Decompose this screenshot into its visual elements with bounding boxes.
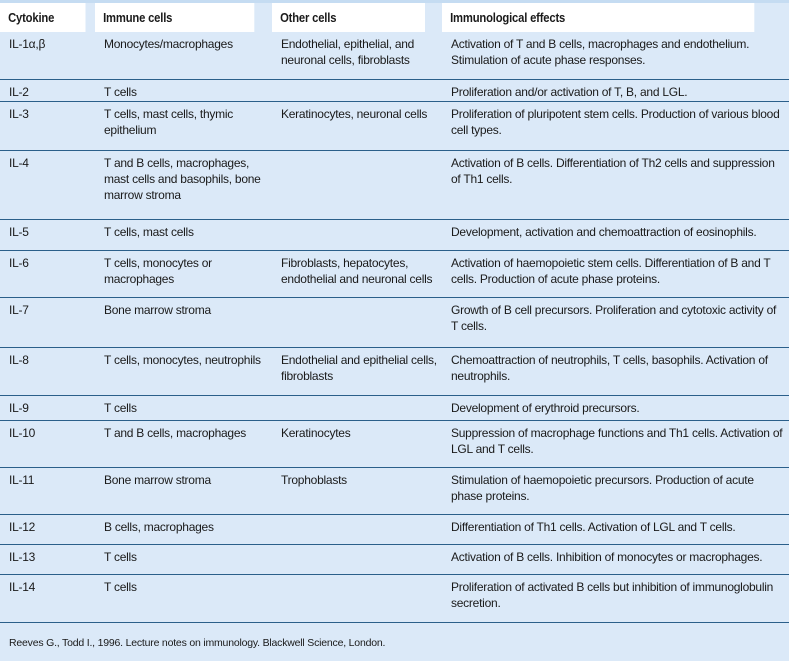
table-row <box>0 297 789 347</box>
cell-other: Trophoblasts <box>272 467 442 514</box>
cell-other <box>272 395 442 420</box>
cell-immune: T cells, mast cells <box>95 219 272 250</box>
cell-effects: Suppression of macrophage functions and Th1 cells. Activation of LGL and T cells. <box>442 420 789 467</box>
table-row <box>0 467 789 514</box>
cell-cytokine: IL-13 <box>0 544 95 574</box>
table-row <box>0 150 789 219</box>
cytokine-table <box>0 3 789 622</box>
cell-cytokine: IL-3 <box>0 101 95 150</box>
cell-other: Endothelial, epithelial, and neuronal cells, fibroblasts <box>272 32 442 79</box>
cell-cytokine: IL-5 <box>0 219 95 250</box>
cell-other: Keratinocytes <box>272 420 442 467</box>
table-row <box>0 79 789 101</box>
cell-immune: Bone marrow stroma <box>95 467 272 514</box>
header-immune-cells: Immune cells <box>95 3 254 32</box>
cell-cytokine: IL-6 <box>0 250 95 297</box>
cell-immune: T and B cells, macrophages, mast cells and basophils, bone marrow stroma <box>95 150 272 219</box>
cell-cytokine: IL-8 <box>0 347 95 395</box>
table-row <box>0 544 789 574</box>
cell-other <box>272 544 442 574</box>
cell-effects: Activation of haemopoietic stem cells. Differentiation of B and T cells. Production of acute phase proteins. <box>442 250 789 297</box>
citation: Reeves G., Todd I., 1996. Lecture notes on immunology. Blackwell Science, London. <box>9 637 386 649</box>
cell-effects: Activation of B cells. Differentiation of Th2 cells and suppression of Th1 cells. <box>442 150 789 219</box>
table-row <box>0 514 789 544</box>
table-body <box>0 32 789 622</box>
cell-other <box>272 150 442 219</box>
table-row <box>0 347 789 395</box>
cell-effects: Activation of B cells. Inhibition of monocytes or macrophages. <box>442 544 789 574</box>
cell-immune: T cells, monocytes or macrophages <box>95 250 272 297</box>
table-row <box>0 32 789 79</box>
cell-other <box>272 79 442 101</box>
cell-immune: T cells <box>95 544 272 574</box>
cell-effects: Growth of B cell precursors. Proliferation and cytotoxic activity of T cells. <box>442 297 789 347</box>
cell-cytokine: IL-7 <box>0 297 95 347</box>
cell-other <box>272 219 442 250</box>
table-header-row <box>0 3 789 32</box>
cell-effects: Activation of T and B cells, macrophages and endothelium. Stimulation of acute phase responses. <box>442 32 789 79</box>
cell-effects: Development of erythroid precursors. <box>442 395 789 420</box>
table-row <box>0 101 789 150</box>
cell-effects: Proliferation and/or activation of T, B, and LGL. <box>442 79 789 101</box>
footer <box>0 622 789 661</box>
cell-effects: Chemoattraction of neutrophils, T cells, basophils. Activation of neutrophils. <box>442 347 789 395</box>
cell-cytokine: IL-11 <box>0 467 95 514</box>
header-cytokine: Cytokine <box>0 3 86 32</box>
cell-immune: T cells <box>95 79 272 101</box>
cell-other <box>272 514 442 544</box>
table-row <box>0 420 789 467</box>
cell-other <box>272 297 442 347</box>
cell-other: Keratinocytes, neuronal cells <box>272 101 442 150</box>
cell-other: Fibroblasts, hepatocytes, endothelial and neuronal cells <box>272 250 442 297</box>
cell-other: Endothelial and epithelial cells, fibroblasts <box>272 347 442 395</box>
cell-cytokine: IL-2 <box>0 79 95 101</box>
cell-immune: T cells <box>95 574 272 622</box>
header-immunological-effects: Immunological effects <box>442 3 754 32</box>
cell-cytokine: IL-4 <box>0 150 95 219</box>
cell-immune: T cells, monocytes, neutrophils <box>95 347 272 395</box>
table-row <box>0 395 789 420</box>
table-row <box>0 574 789 622</box>
cell-effects: Development, activation and chemoattraction of eosinophils. <box>442 219 789 250</box>
table-row <box>0 250 789 297</box>
cell-immune: B cells, macrophages <box>95 514 272 544</box>
cell-immune: T cells <box>95 395 272 420</box>
cell-immune: T and B cells, macrophages <box>95 420 272 467</box>
cell-other <box>272 574 442 622</box>
cell-effects: Stimulation of haemopoietic precursors. Production of acute phase proteins. <box>442 467 789 514</box>
table-row <box>0 219 789 250</box>
cell-cytokine: IL-10 <box>0 420 95 467</box>
cell-immune: Monocytes/macrophages <box>95 32 272 79</box>
cell-immune: T cells, mast cells, thymic epithelium <box>95 101 272 150</box>
cell-cytokine: IL-14 <box>0 574 95 622</box>
cell-cytokine: IL-1α,β <box>0 32 95 79</box>
cell-immune: Bone marrow stroma <box>95 297 272 347</box>
cell-cytokine: IL-9 <box>0 395 95 420</box>
cell-effects: Proliferation of activated B cells but inhibition of immunoglobulin secretion. <box>442 574 789 622</box>
header-other-cells: Other cells <box>272 3 425 32</box>
cell-effects: Differentiation of Th1 cells. Activation of LGL and T cells. <box>442 514 789 544</box>
cell-cytokine: IL-12 <box>0 514 95 544</box>
cell-effects: Proliferation of pluripotent stem cells. Production of various blood cell types. <box>442 101 789 150</box>
